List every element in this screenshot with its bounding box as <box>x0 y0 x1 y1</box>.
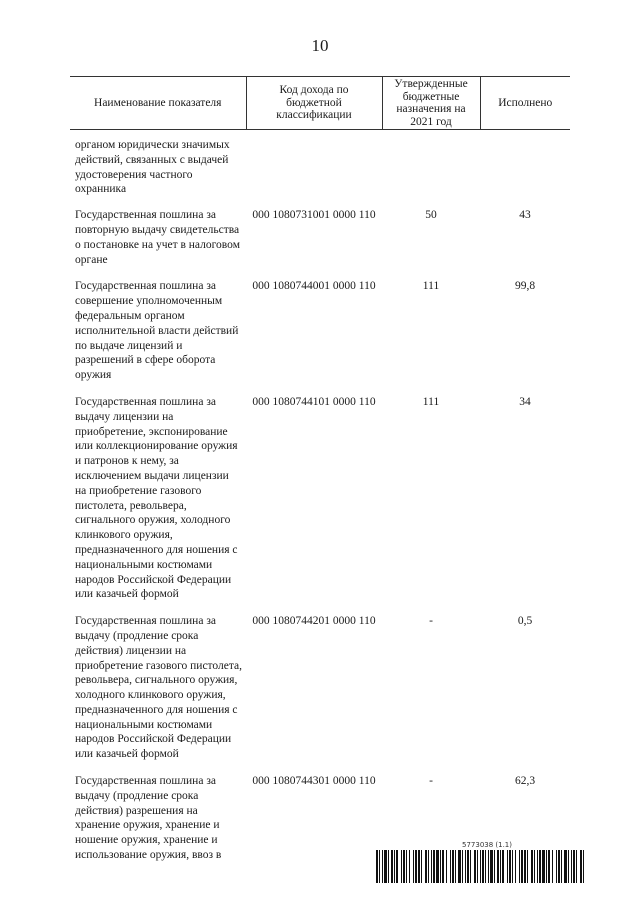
cell-name: Государственная пошлина за выдачу (продление срока действия) лицензии на приобретение газового пистолета, револьвера, сигнального оружия, холодного клинкового оружия, предназначенного для ношения с национальными костюмами народов Российской Федерации или казачьей формой <box>75 615 243 761</box>
cell-approved: 111 <box>422 395 440 408</box>
barcode-caption: 5773038 (1.1) <box>462 841 512 849</box>
cell-approved: 50 <box>425 209 437 222</box>
table-row-continuation <box>70 130 570 203</box>
page-number: 10 <box>311 36 329 55</box>
table-row <box>70 608 570 768</box>
table-row <box>70 202 570 273</box>
header-indicator-name: Наименование показателя <box>70 77 246 130</box>
cell-name: Государственная пошлина за совершение уполномоченным федеральным органом исполнительной власти действий по выдаче лицензий и разрешений в сфере оборота оружия <box>75 280 239 382</box>
budget-table <box>70 76 570 869</box>
cell-executed: 99,8 <box>514 280 536 293</box>
cell-name: Государственная пошлина за повторную выдачу свидетельства о постановке на учет в налоговом органе <box>75 209 240 266</box>
table-header <box>70 77 570 130</box>
cell-executed: 62,3 <box>514 775 536 788</box>
cell-approved: - <box>429 615 433 628</box>
cell-code: 000 1080731001 0000 110 <box>252 209 376 222</box>
budget-table-container <box>70 76 570 869</box>
document-barcode-block <box>376 841 586 883</box>
table-body <box>70 130 570 869</box>
table-row <box>70 273 570 389</box>
cell-code <box>246 130 382 203</box>
cell-approved: - <box>429 775 433 788</box>
cell-name: Государственная пошлина за выдачу (продление срока действия) разрешения на хранение оружия, хранение и ношение оружия, хранение и использование оружия, ввоз в <box>75 775 222 862</box>
cell-code: 000 1080744201 0000 110 <box>252 615 376 628</box>
cell-executed: 34 <box>519 395 531 408</box>
cell-code: 000 1080744001 0000 110 <box>252 280 376 293</box>
cell-approved <box>382 130 480 203</box>
cell-executed <box>480 130 570 203</box>
table-row <box>70 389 570 608</box>
barcode-icon <box>376 850 586 883</box>
header-income-code: Код дохода по бюджетной классификации <box>246 77 382 130</box>
header-approved: Утвержденные бюджетные назначения на 2021 год <box>382 77 480 130</box>
cell-code: 000 1080744101 0000 110 <box>252 395 376 408</box>
cell-name: Государственная пошлина за выдачу лицензии на приобретение, экспонирование или коллекционирование оружия и патронов к нему, за исключением выдачи лицензии на приобретение газового пистолета, револьвера, сигнального оружия, холодного клинкового оружия, предназначенного для ношения с национальными костюмами народов Российской Федерации или казачьей формой <box>75 395 238 601</box>
cell-executed: 0,5 <box>517 615 533 628</box>
cell-code: 000 1080744301 0000 110 <box>252 775 376 788</box>
cell-executed: 43 <box>519 209 531 222</box>
cell-approved: 111 <box>422 280 440 293</box>
cell-name: органом юридически значимых действий, связанных с выдачей удостоверения частного охранника <box>75 139 230 196</box>
header-executed: Исполнено <box>480 77 570 130</box>
